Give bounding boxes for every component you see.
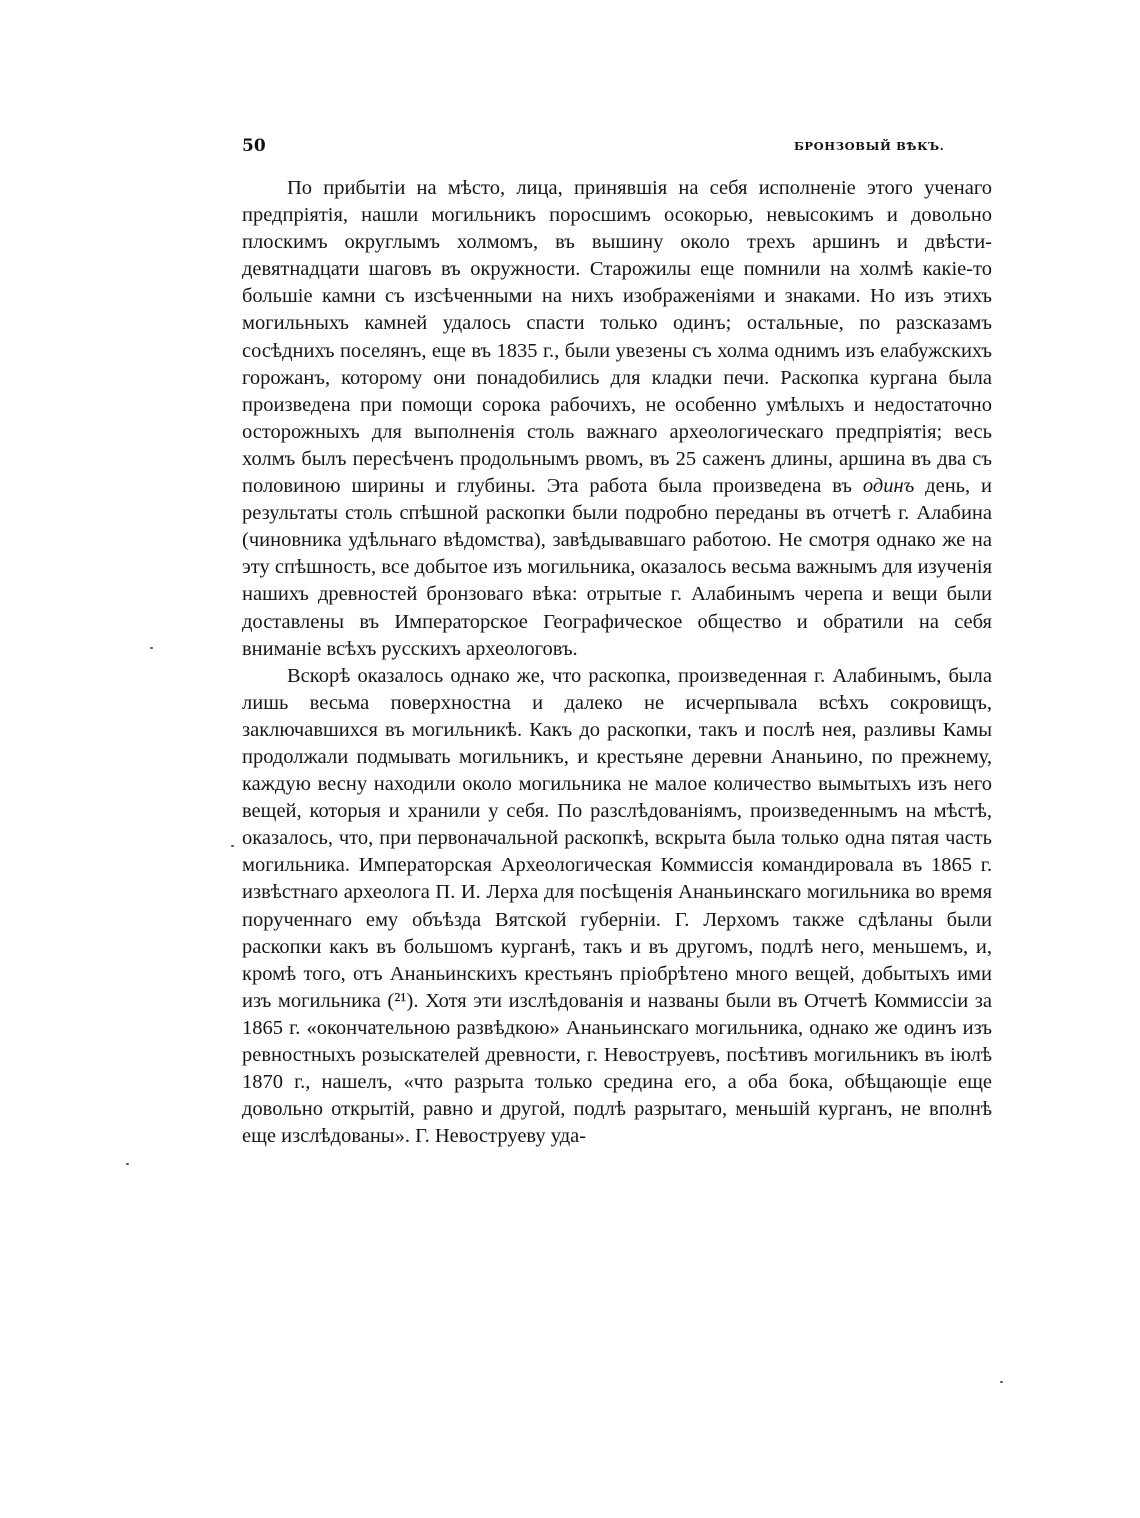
paragraph-1-text-after: день, и результаты столь спѣшной раскопки были подробно переданы въ отчетѣ г. Алабина (чиновника удѣльнаго вѣдомства), завѣдывавшаго работою. Не смотря однако же на эту спѣшность, все добытое изъ могильника, оказалось весьма важнымъ для изученія нашихъ древностей бронзоваго вѣка: отрытые г. Алабинымъ черепа и вещи были доставлены въ Императорское Географическое общество и обратили на себя вниманіе всѣхъ русскихъ археологовъ.	[242, 475, 992, 660]
ink-speck-mark	[150, 647, 153, 649]
ink-speck-mark	[231, 845, 234, 847]
paragraph-1	[242, 175, 992, 663]
emphasized-word: одинъ	[862, 475, 915, 498]
paragraph-2: Вскорѣ оказалось однако же, что раскопка, произведенная г. Алабинымъ, была лишь весьма поверхностна и далеко не исчерпывала всѣхъ сокровищъ, заключавшихся въ могильникѣ. Какъ до раскопки, такъ и послѣ нея, разливы Камы продолжали подмывать могильникъ, и крестьяне деревни Ананьино, по прежнему, каждую весну находили около могильника не малое количество вымытыхъ изъ него вещей, которыя и хранили у себя. По разслѣдованіямъ, произведеннымъ на мѣстѣ, оказалось, что, при первоначальной раскопкѣ, вскрыта была только одна пятая часть могильника. Императорская Археологическая Коммиссія командировала въ 1865 г. извѣстнаго археолога П. И. Лерха для посѣщенія Ананьинскаго могильника во время порученнаго ему объѣзда Вятской губерніи. Г. Лерхомъ также сдѣланы были раскопки какъ въ большомъ курганѣ, такъ и въ другомъ, подлѣ него, меньшемъ, и, кромѣ того, отъ Ананьинскихъ крестьянъ пріобрѣтено много вещей, добытыхъ ими изъ могильника (²¹). Хотя эти изслѣдованія и названы были въ Отчетѣ Коммиссіи за 1865 г. «окончательною развѣдкою» Ананьинскаго могильника, однако же одинъ изъ ревностныхъ розыскателей древности, г. Невоструевъ, посѣтивъ могильникъ въ іюлѣ 1870 г., нашелъ, «что разрыта только средина его, а оба бока, обѣщающіе еще довольно открытій, равно и другой, подлѣ разрытаго, меньшій курганъ, не вполнѣ еще изслѣдованы». Г. Невоструеву уда-	[242, 664, 992, 1148]
ink-speck-mark	[1000, 1381, 1003, 1383]
ink-speck-mark	[126, 1163, 129, 1165]
page-number: 50	[242, 136, 266, 156]
running-head	[242, 136, 992, 158]
running-title: БРОНЗОВЫЙ ВѢКЪ.	[794, 139, 945, 153]
body-text	[242, 175, 992, 1150]
paragraph-1-text-before: По прибытіи на мѣсто, лица, принявшія на себя исполненіе этого ученаго предпріятія, нашли могильникъ поросшимъ осокорью, невысокимъ и довольно плоскимъ округлымъ холмомъ, въ вышину около трехъ аршинъ и двѣсти-девятнадцати шаговъ въ окружности. Старожилы еще помнили на холмѣ какіе-то большіе камни съ изсѣченными на нихъ изображеніями и знаками. Но изъ этихъ могильныхъ камней удалось спасти только одинъ; остальные, по разсказамъ сосѣднихъ поселянъ, еще въ 1835 г., были увезены съ холма однимъ изъ елабужскихъ горожанъ, которому они понадобились для кладки печи. Раскопка кургана была произведена при помощи сорока рабочихъ, не особенно умѣлыхъ и недостаточно осторожныхъ для выполненія столь важнаго археологическаго предпріятія; весь холмъ былъ пересѣченъ продольнымъ рвомъ, въ 25 саженъ длины, аршина въ два съ половиною ширины и глубины. Эта работа была произведена въ	[242, 177, 992, 498]
